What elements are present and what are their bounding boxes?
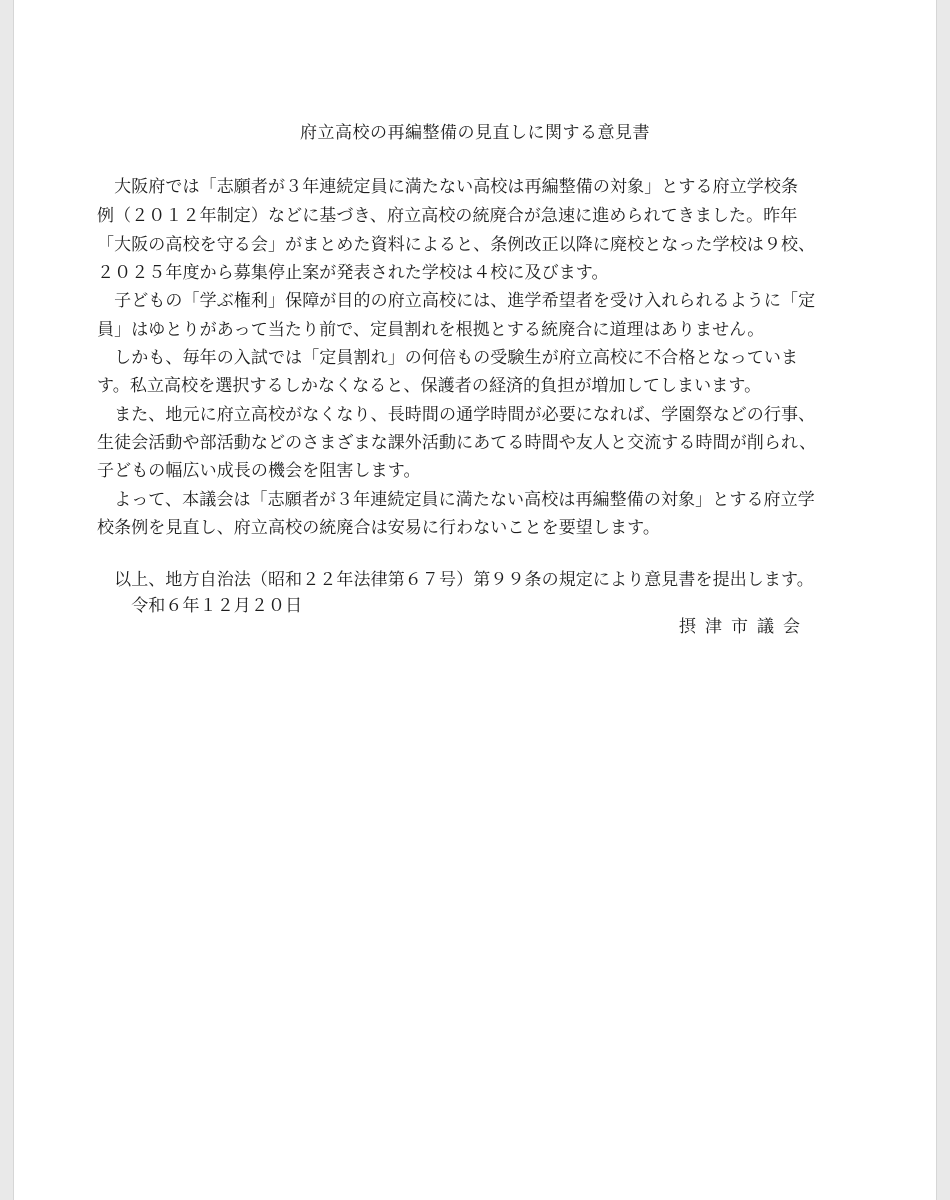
body-line: 員」はゆとりがあって当たり前で、定員割れを根拠とする統廃合に道理はありません。 (97, 320, 765, 340)
document-date: 令和６年１２月２０日 (97, 596, 303, 616)
body-line: 生徒会活動や部活動などのさまざまな課外活動にあてる時間や友人と交流する時間が削られ、 (97, 433, 817, 453)
body-line: 子どもの「学ぶ権利」保障が目的の府立高校には、進学希望者を受け入れられるように「定 (97, 291, 816, 311)
closing-statement: 以上、地方自治法（昭和２２年法律第６７号）第９９条の規定により意見書を提出します。 (97, 570, 814, 590)
body-line: 「大阪の高校を守る会」がまとめた資料によると、条例改正以降に廃校となった学校は９校、 (97, 235, 816, 255)
body-line: よって、本議会は「志願者が３年連続定員に満たない高校は再編整備の対象」とする府立学 (97, 490, 815, 510)
body-line: 大阪府では「志願者が３年連続定員に満たない高校は再編整備の対象」とする府立学校条 (97, 177, 799, 197)
body-line: す。私立高校を選択するしかなくなると、保護者の経済的負担が増加してしまいます。 (97, 376, 762, 396)
document-title: 府立高校の再編整備の見直しに関する意見書 (300, 123, 650, 143)
body-line: 例（２０１２年制定）などに基づき、府立高校の統廃合が急速に進められてきました。昨年 (97, 206, 798, 226)
document-page (13, 0, 937, 1200)
body-line: 校条例を見直し、府立高校の統廃合は安易に行わないことを要望します。 (97, 518, 660, 538)
body-line: しかも、毎年の入試では「定員割れ」の何倍もの受験生が府立高校に不合格となっていま (97, 348, 799, 368)
body-line: 子どもの幅広い成長の機会を阻害します。 (97, 461, 421, 481)
body-line: ２０２５年度から募集停止案が発表された学校は４校に及びます。 (97, 263, 609, 283)
signature: 摂津市議会 (679, 617, 809, 637)
body-line: また、地元に府立高校がなくなり、長時間の通学時間が必要になれば、学園祭などの行事、 (97, 405, 816, 425)
